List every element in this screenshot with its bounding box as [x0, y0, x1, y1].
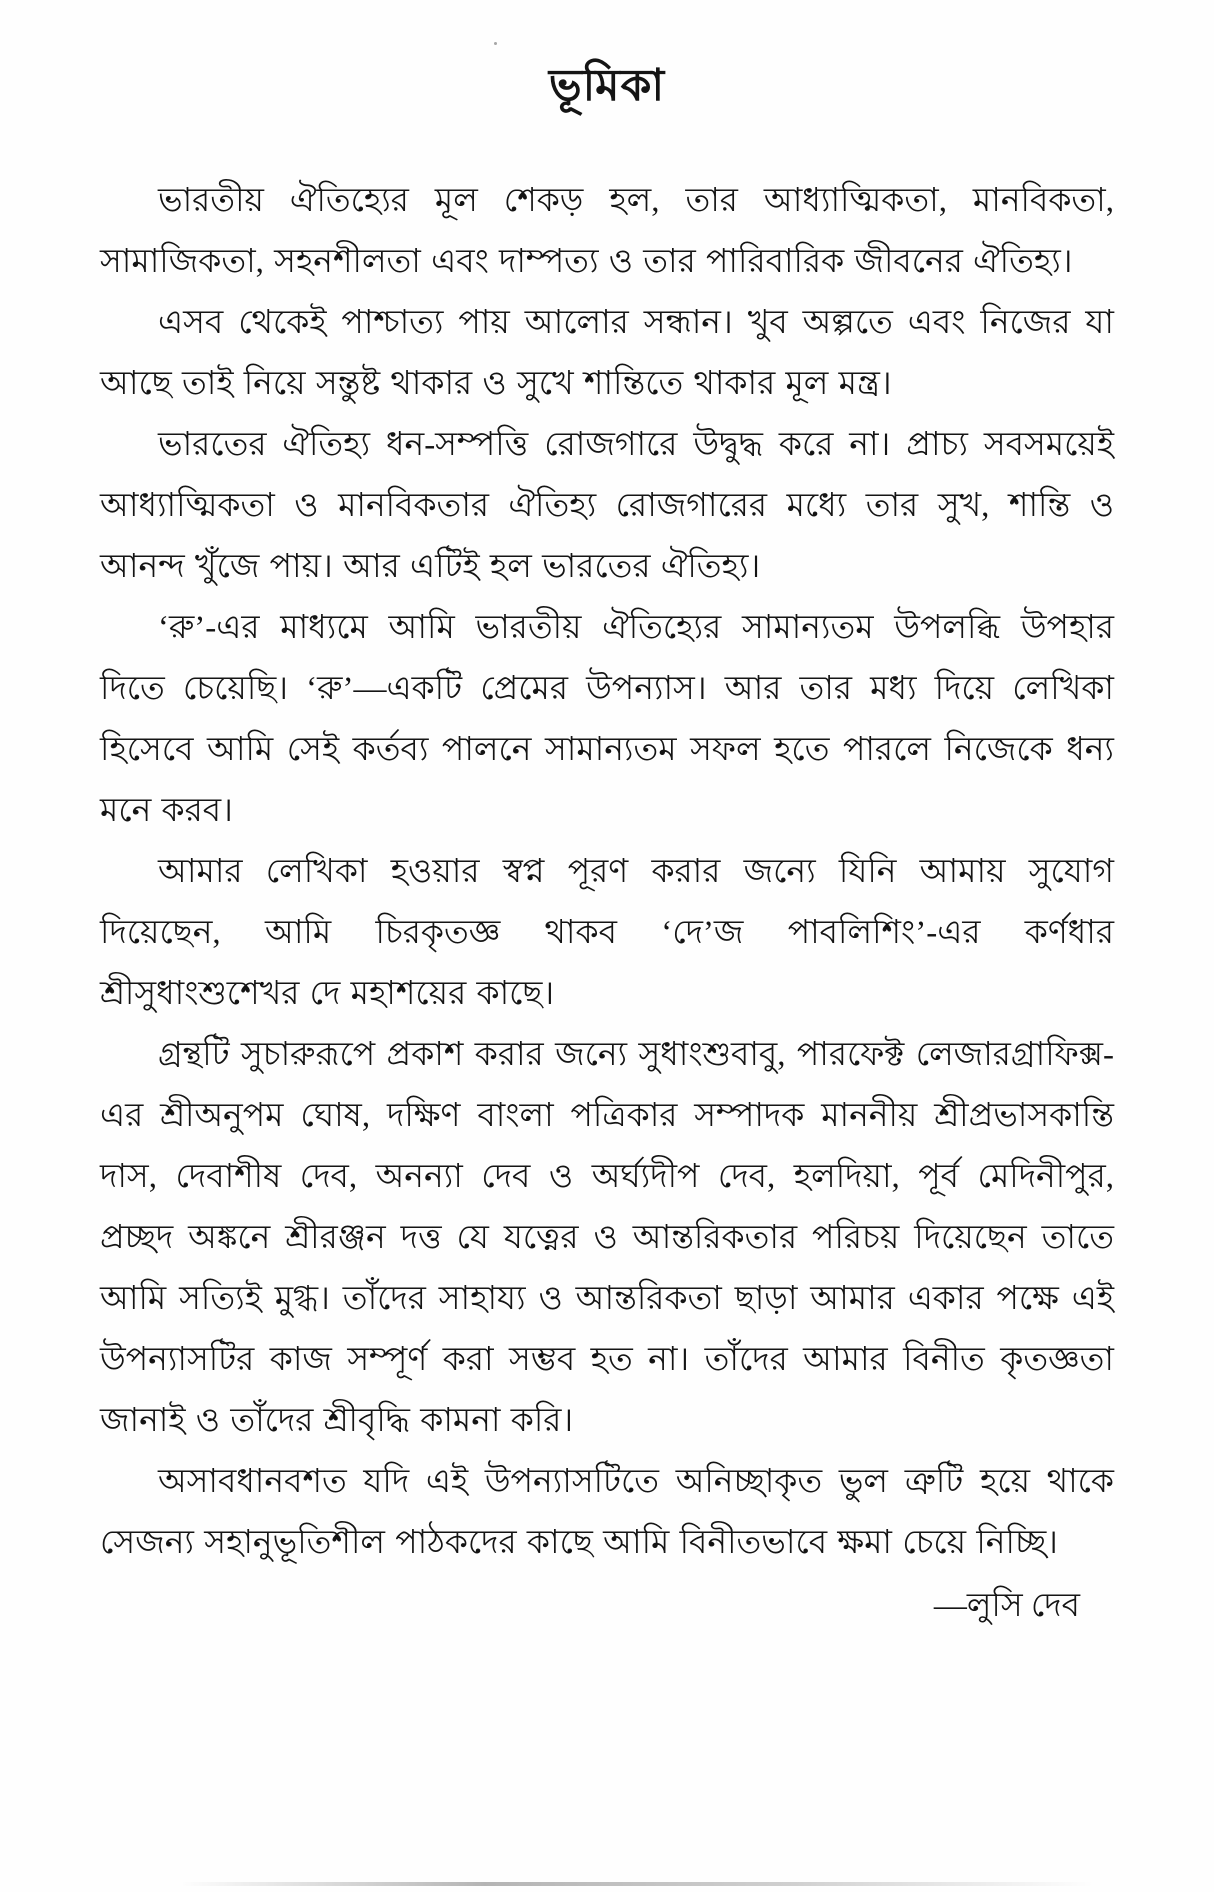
- scan-edge-artifact: [180, 1882, 1094, 1886]
- paragraph: ভারতের ঐতিহ্য ধন-সম্পত্তি রোজগারে উদ্বুদ্ধ করে না। প্রাচ্য সবসময়েই আধ্যাত্মিকতা ও মানবিকতার ঐতিহ্য রোজগারের মধ্যে তার সুখ, শান্তি ও আনন্দ খুঁজে পায়। আর এটিই হল ভারতের ঐতিহ্য।: [100, 427, 1114, 585]
- paragraph: ভারতীয় ঐতিহ্যের মূল শেকড় হল, তার আধ্যাত্মিকতা, মানবিকতা, সামাজিকতা, সহনশীলতা এবং দাম্পত্য ও তার পারিবারিক জীবনের ঐতিহ্য।: [100, 183, 1114, 280]
- paragraph: আমার লেখিকা হওয়ার স্বপ্ন পূরণ করার জন্যে যিনি আমায় সুযোগ দিয়েছেন, আমি চিরকৃতজ্ঞ থাকব ‘দে’জ পাবলিশিং’-এর কর্ণধার শ্রীসুধাংশুশেখর দে মহাশয়ের কাছে।: [100, 854, 1114, 1012]
- preface-body: [100, 171, 1114, 1574]
- paragraph: ‘রু’-এর মাধ্যমে আমি ভারতীয় ঐতিহ্যের সামান্যতম উপলব্ধি উপহার দিতে চেয়েছি। ‘রু’—একটি প্রেমের উপন্যাস। আর তার মধ্য দিয়ে লেখিকা হিসেবে আমি সেই কর্তব্য পালনে সামান্যতম সফল হতে পারলে নিজেকে ধন্য মনে করব।: [100, 610, 1114, 829]
- paragraph: গ্রন্থটি সুচারুরূপে প্রকাশ করার জন্যে সুধাংশুবাবু, পারফেক্ট লেজারগ্রাফিক্স-এর শ্রীঅনুপম ঘোষ, দক্ষিণ বাংলা পত্রিকার সম্পাদক মাননীয় শ্রীপ্রভাসকান্তি দাস, দেবাশীষ দেব, অনন্যা দেব ও অর্ঘ্যদীপ দেব, হলদিয়া, পূর্ব মেদিনীপুর, প্রচ্ছদ অঙ্কনে শ্রীরঞ্জন দত্ত যে যত্নের ও আন্তরিকতার পরিচয় দিয়েছেন তাতে আমি সত্যিই মুগ্ধ। তাঁদের সাহায্য ও আন্তরিকতা ছাড়া আমার একার পক্ষে এই উপন্যাসটির কাজ সম্পূর্ণ করা সম্ভব হত না। তাঁদের আমার বিনীত কৃতজ্ঞতা জানাই ও তাঁদের শ্রীবৃদ্ধি কামনা করি।: [100, 1037, 1114, 1439]
- paragraph: অসাবধানবশত যদি এই উপন্যাসটিতে অনিচ্ছাকৃত ভুল ত্রুটি হয়ে থাকে সেজন্য সহানুভূতিশীল পাঠকদের কাছে আমি বিনীতভাবে ক্ষমা চেয়ে নিচ্ছি।: [100, 1464, 1114, 1561]
- scan-speckle: [494, 42, 497, 45]
- paragraph: এসব থেকেই পাশ্চাত্য পায় আলোর সন্ধান। খুব অল্পতে এবং নিজের যা আছে তাই নিয়ে সন্তুষ্ট থাকার ও সুখে শান্তিতে থাকার মূল মন্ত্র।: [100, 305, 1114, 402]
- author-signature: —লুসি দেব: [933, 1588, 1080, 1624]
- page-title: ভূমিকা: [548, 61, 666, 110]
